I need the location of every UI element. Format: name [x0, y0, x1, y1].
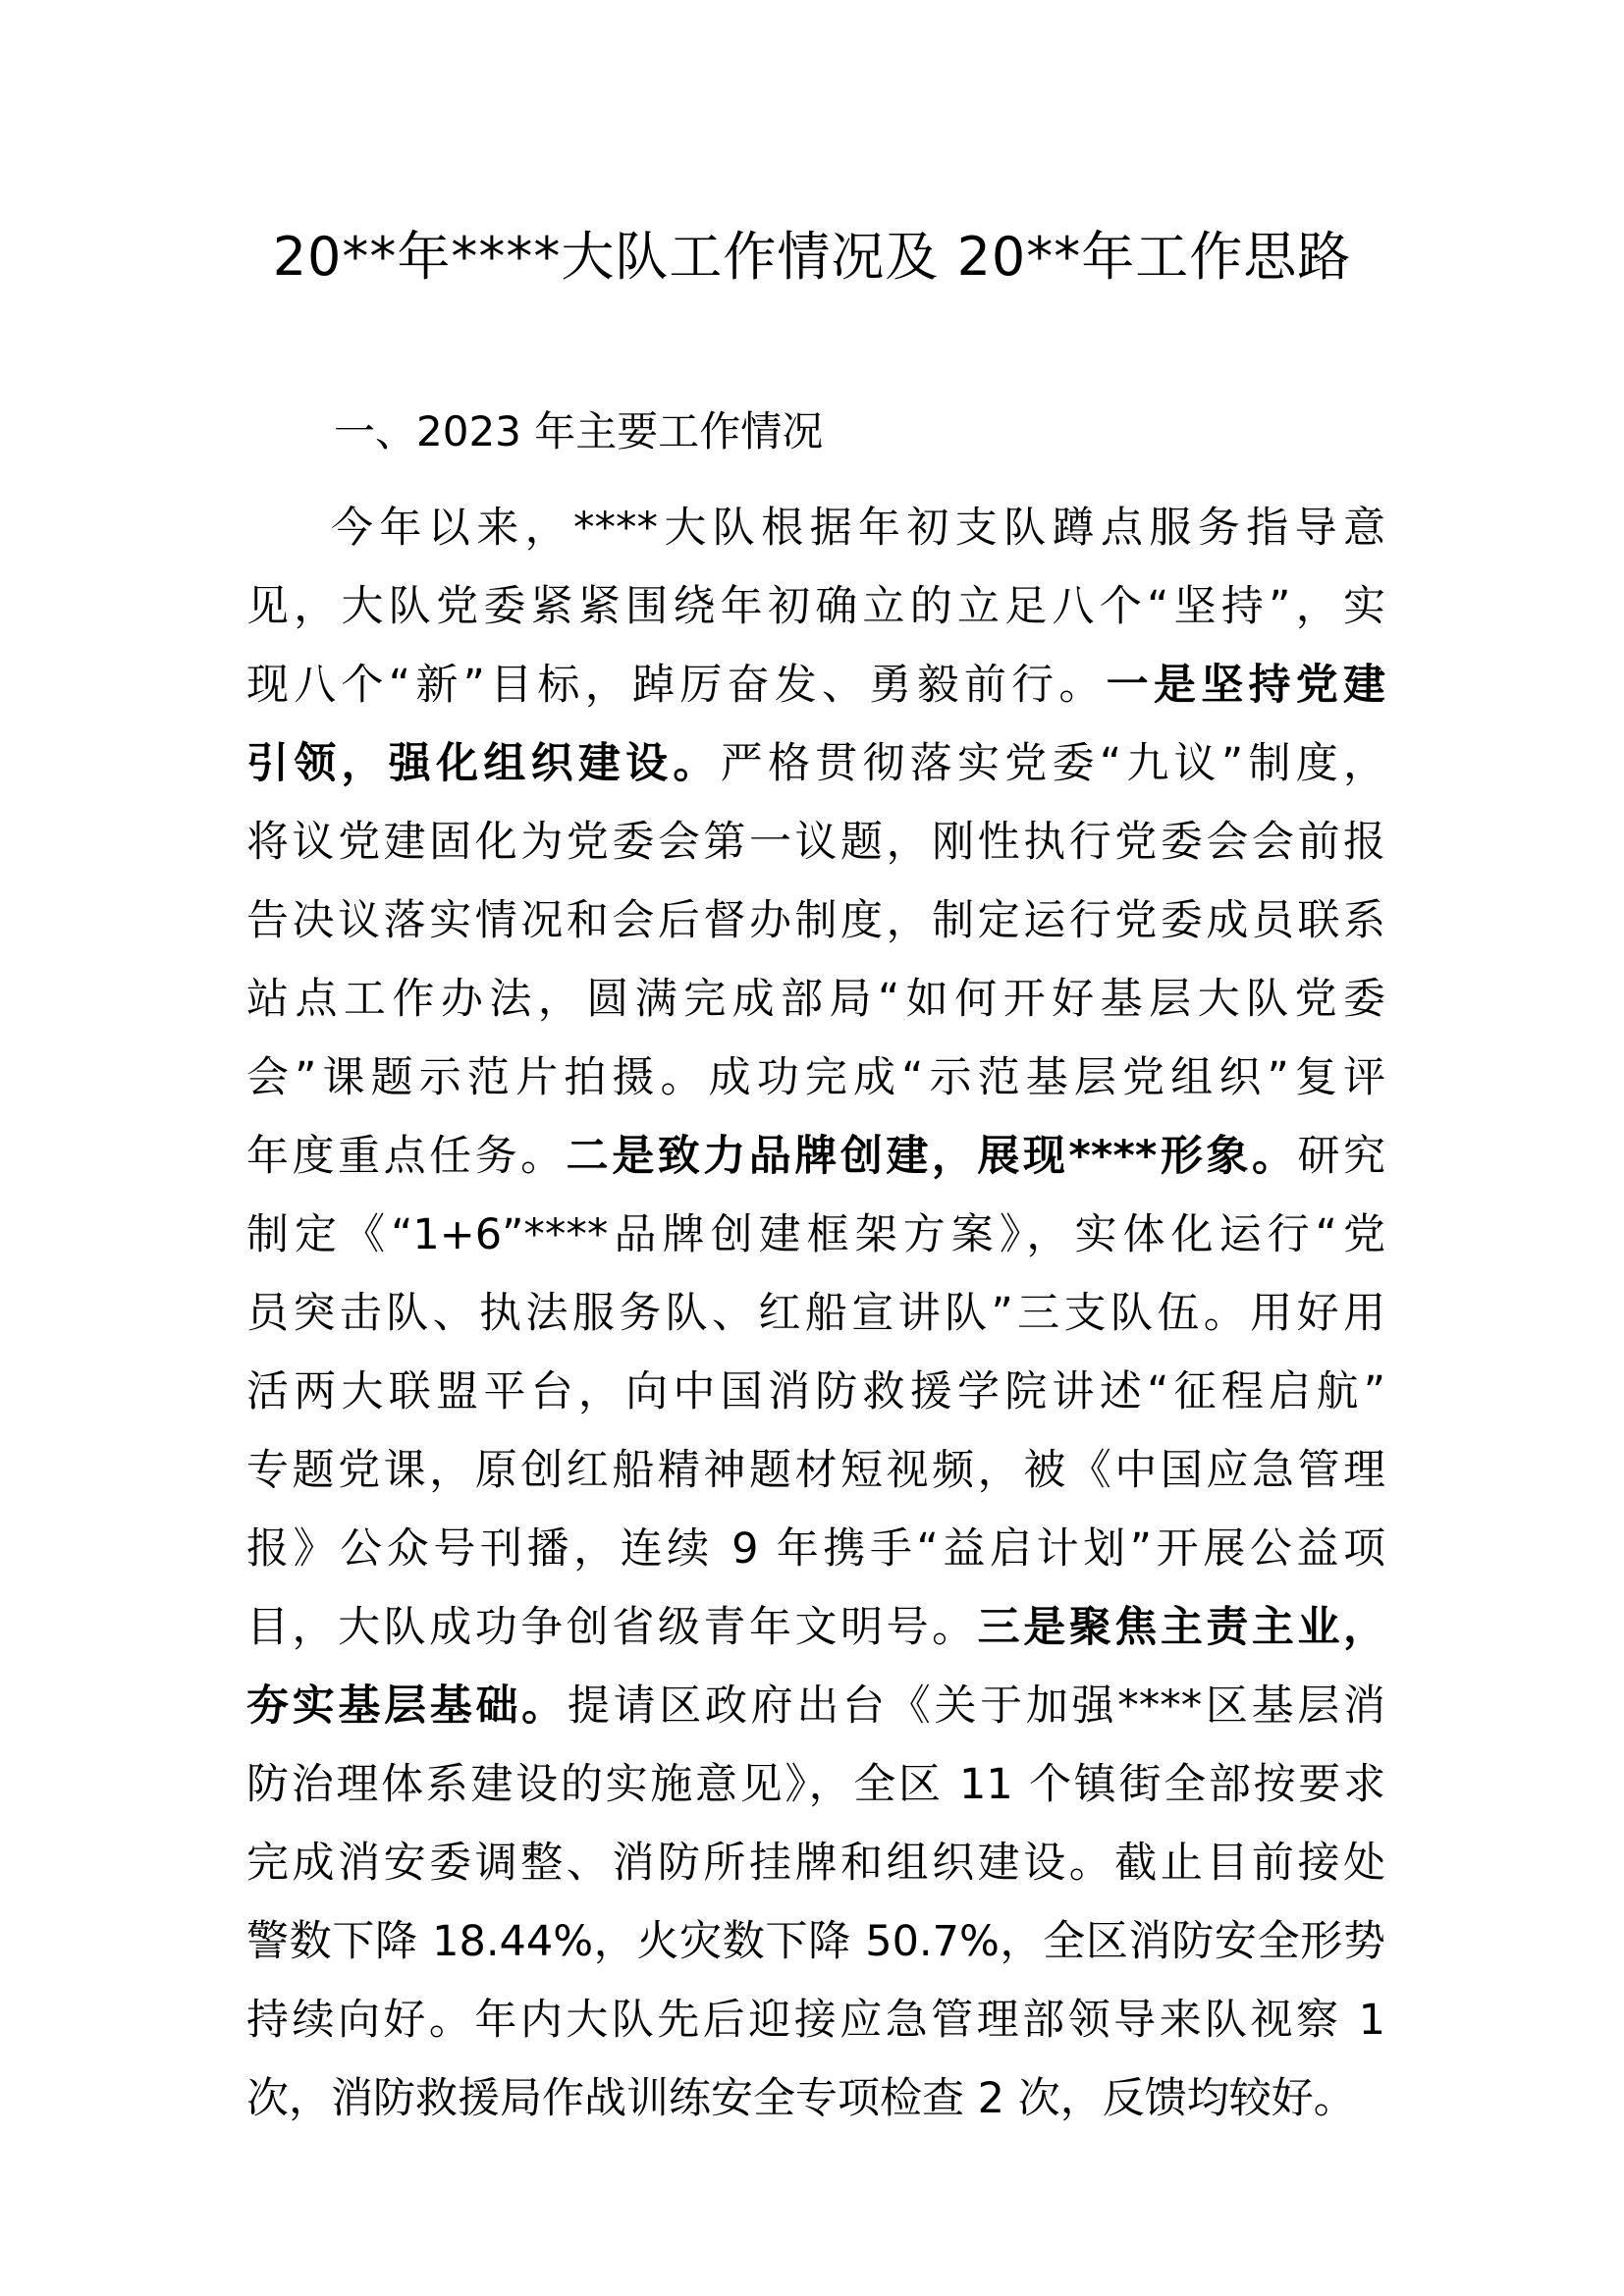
- bold-text-run: 二是致力品牌创建，展现****形象。: [566, 1132, 1298, 1181]
- paragraph-line: [246, 1353, 1385, 1431]
- paragraph-line: [246, 1824, 1385, 1902]
- text-run: 防治理体系建设的实施意见》，全区 11 个镇街全部按要求: [246, 1760, 1385, 1809]
- paragraph-line: [246, 803, 1385, 881]
- section-heading: 一、2023 年主要工作情况: [334, 407, 824, 455]
- text-run: 次，消防救援局作战训练安全专项检查 2 次，反馈均较好。: [246, 2074, 1356, 2123]
- text-run: 严格贯彻落实党委“九议”制度，: [720, 739, 1385, 788]
- document-title: 20**年****大队工作情况及 20**年工作思路: [272, 226, 1352, 288]
- text-run: 今年以来，****大队根据年初支队蹲点服务指导意: [331, 504, 1385, 553]
- paragraph-line: [246, 2059, 1385, 2138]
- text-run: 将议党建固化为党委会第一议题，刚性执行党委会会前报: [246, 818, 1385, 867]
- text-run: 年度重点任务。: [246, 1132, 567, 1181]
- text-run: 制定《“1+6”****品牌创建框架方案》，实体化运行“党: [246, 1210, 1385, 1259]
- text-run: 员突击队、执法服务队、红船宣讲队”三支队伍。用好用: [246, 1289, 1385, 1338]
- text-run: 研究: [1297, 1132, 1385, 1181]
- text-run: 持续向好。年内大队先后迎接应急管理部领导来队视察 1: [246, 1996, 1385, 2045]
- text-run: 完成消安委调整、消防所挂牌和组织建设。截止目前接处: [246, 1839, 1385, 1888]
- bold-text-run: 三是聚焦主责主业，: [977, 1603, 1385, 1652]
- paragraph-line: [246, 1981, 1385, 2059]
- paragraph-line: [246, 724, 1385, 803]
- text-run: 会”课题示范片拍摄。成功完成“示范基层党组织”复评: [246, 1053, 1385, 1102]
- text-run: 目，大队成功争创省级青年文明号。: [246, 1603, 978, 1652]
- paragraph-line: [246, 489, 1385, 567]
- paragraph-line: [246, 1117, 1385, 1196]
- text-run: 现八个“新”目标，踔厉奋发、勇毅前行。: [246, 661, 1107, 710]
- bold-text-run: 引领，强化组织建设。: [246, 739, 721, 788]
- paragraph-line: [246, 646, 1385, 724]
- paragraph-line: [246, 1274, 1385, 1353]
- text-run: 活两大联盟平台，向中国消防救援学院讲述“征程启航”: [246, 1367, 1385, 1416]
- paragraph-line: [246, 567, 1385, 646]
- paragraph-line: [246, 1039, 1385, 1117]
- bold-text-run: 一是坚持党建: [1106, 661, 1385, 710]
- text-run: 站点工作办法，圆满完成部局“如何开好基层大队党委: [246, 975, 1385, 1024]
- text-run: 报》公众号刊播，连续 9 年携手“益启计划”开展公益项: [246, 1524, 1385, 1574]
- paragraph-line: [246, 960, 1385, 1039]
- paragraph-line: [246, 881, 1385, 960]
- text-run: 提请区政府出台《关于加强****区基层消: [567, 1682, 1385, 1731]
- body-paragraph: [246, 489, 1385, 2138]
- paragraph-line: [246, 1902, 1385, 1981]
- text-run: 告决议落实情况和会后督办制度，制定运行党委成员联系: [246, 896, 1385, 945]
- paragraph-line: [246, 1431, 1385, 1510]
- text-run: 专题党课，原创红船精神题材短视频，被《中国应急管理: [246, 1446, 1385, 1495]
- bold-text-run: 夯实基层基础。: [246, 1682, 568, 1731]
- paragraph-line: [246, 1745, 1385, 1824]
- paragraph-line: [246, 1667, 1385, 1745]
- text-run: 见，大队党委紧紧围绕年初确立的立足八个“坚持”，实: [246, 582, 1385, 631]
- text-run: 警数下降 18.44%，火灾数下降 50.7%，全区消防安全形势: [246, 1917, 1385, 1966]
- paragraph-line: [246, 1588, 1385, 1667]
- paragraph-line: [246, 1196, 1385, 1274]
- paragraph-line: [246, 1510, 1385, 1588]
